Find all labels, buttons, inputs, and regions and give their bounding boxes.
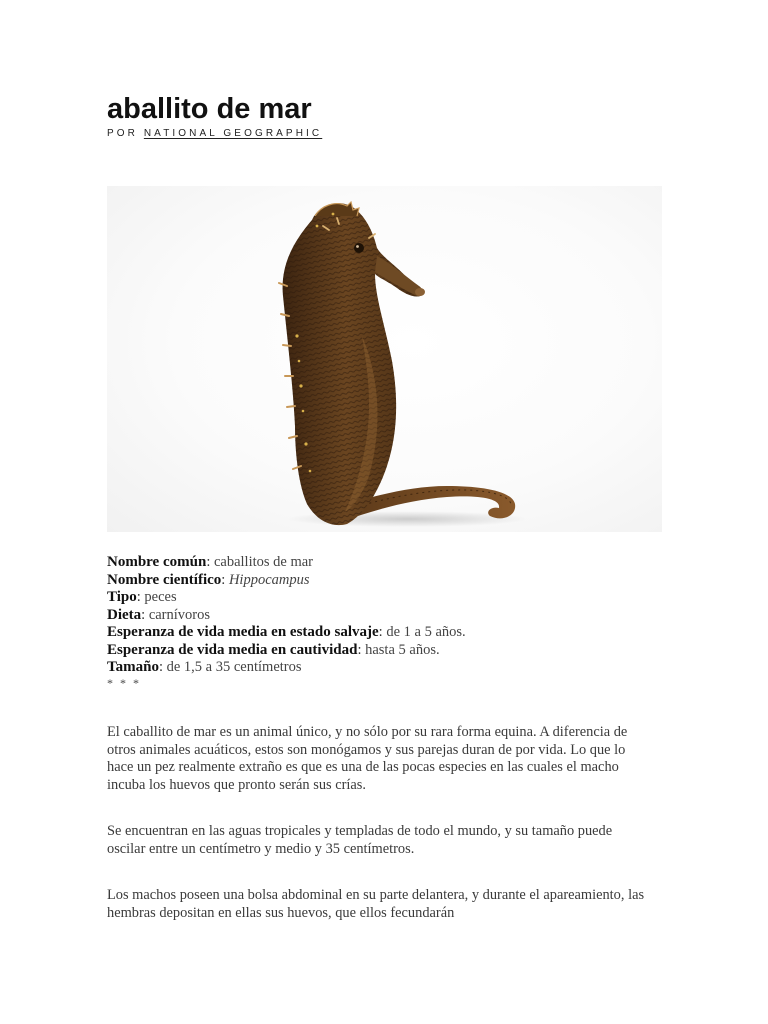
seahorse-illustration: [107, 186, 662, 532]
seahorse-eye: [354, 243, 364, 253]
body-paragraph: El caballito de mar es un animal único, y no sólo por su rara forma equina. A diferencia de otros animales acuáticos, estos son monógamos y sus parejas duran de por vida. Lo que lo hace un pez realmente extraño es que es una de las pocas especies en las cuales el macho incuba los huevos que pronto serán sus crías.: [107, 724, 628, 793]
fact-label: Tamaño: [107, 659, 159, 675]
fact-label: Esperanza de vida media en cautividad: [107, 641, 358, 658]
body-paragraph: Los machos poseen una bolsa abdominal en su parte delantera, y durante el apareamiento, las hembras depositan en ellas sus huevos, que ellos fecundarán: [107, 887, 645, 921]
fact-row: Tipo: peces: [107, 589, 177, 605]
fact-label: Dieta: [107, 606, 142, 623]
fact-value: hasta 5 años.: [365, 641, 440, 658]
fact-value: peces: [144, 589, 177, 605]
byline: [107, 127, 322, 141]
fact-label: Nombre común: [107, 554, 207, 570]
article-title: aballito de mar: [107, 93, 312, 125]
fact-row: Esperanza de vida media en cautividad: hasta 5 años.: [107, 641, 440, 658]
facts-list: [107, 554, 662, 689]
byline-author-link[interactable]: NATIONAL GEOGRAPHIC: [143, 128, 323, 139]
body-paragraph: Se encuentran en las aguas tropicales y templadas de todo el mundo, y su tamaño puede oscilar entre un centímetro y medio y 35 centímetros.: [107, 823, 613, 857]
seahorse-photo: [107, 186, 662, 532]
fact-value: Hippocampus: [228, 571, 310, 588]
fact-label: Nombre científico: [107, 571, 222, 588]
fact-row: Nombre científico: Hippocampus: [107, 571, 310, 588]
section-separator: * * *: [107, 675, 141, 690]
byline-prefix: POR: [107, 128, 144, 139]
fact-row: Dieta: carnívoros: [107, 606, 211, 623]
fact-label: Tipo: [107, 589, 137, 605]
seahorse-snout: [375, 256, 425, 296]
fact-row: Tamaño: de 1,5 a 35 centímetros: [107, 659, 302, 675]
fact-row: Nombre común: caballitos de mar: [107, 554, 314, 570]
fact-label: Esperanza de vida media en estado salvaje: [107, 624, 379, 640]
fact-row: Esperanza de vida media en estado salvaje: de 1 a 5 años.: [107, 624, 466, 640]
seahorse-body: [279, 203, 423, 525]
fact-value: de 1 a 5 años.: [386, 624, 466, 640]
fact-value: carnívoros: [148, 606, 211, 623]
fact-value: caballitos de mar: [213, 554, 314, 570]
fact-value: de 1,5 a 35 centímetros: [166, 659, 302, 675]
